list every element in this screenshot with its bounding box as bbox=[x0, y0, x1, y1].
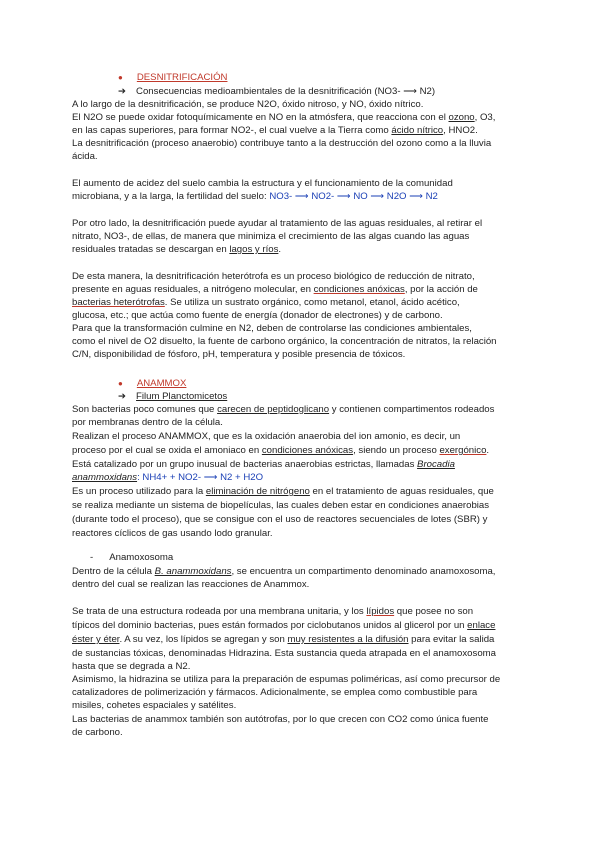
paragraph-line: bacterias heterótrofas. Se utiliza un sustrato orgánico, como metanol, etanol, ácido acético, bbox=[72, 297, 460, 308]
paragraph-line: típicos del dominio bacterias, pues están formados por ciclobutanos unidos al glicerol por un enlace bbox=[72, 620, 496, 631]
paragraph-line: Las bacterias de anammox también son autótrofas, por lo que crecen con CO2 como única fuente bbox=[72, 714, 489, 725]
paragraph-line: (durante todo el proceso), que se consigue con el uso de reactores secuenciales de lotes (SBR) y bbox=[72, 514, 488, 525]
paragraph-line: Dentro de la célula B. anammoxidans, se encuentra un compartimento denominado anamoxosoma, bbox=[72, 566, 496, 577]
paragraph-line: éster y éter. A su vez, los lípidos se agregan y son muy resistentes a la difusión para evitar la salida bbox=[72, 634, 495, 645]
paragraph-line: Está catalizado por un grupo inusual de bacterias anaerobias estrictas, llamadas Brocadia bbox=[72, 459, 455, 470]
paragraph-line: dentro del cual se realizan las reacciones de Anammox. bbox=[72, 579, 310, 590]
paragraph-line: El N2O se puede oxidar fotoquímicamente en NO en la atmósfera, que reacciona con el ozono, O3, bbox=[72, 112, 496, 123]
paragraph-line: hasta que se degrada a N2. bbox=[72, 661, 191, 672]
paragraph-line: La desnitrificación (proceso anaerobio) contribuye tanto a la destrucción del ozono como a la lluvia bbox=[72, 138, 492, 149]
paragraph-line: microbiana, y a la larga, la fertilidad del suelo: NO3- ⟶ NO2- ⟶ NO ⟶ N2O ⟶ N2 bbox=[72, 191, 438, 202]
paragraph-line: de carbono. bbox=[72, 727, 123, 738]
paragraph-line: El aumento de acidez del suelo cambia la estructura y el funcionamiento de la comunidad bbox=[72, 178, 453, 189]
paragraph-line: Para que la transformación culmine en N2, deben de controlarse las condiciones ambientales, bbox=[72, 323, 472, 334]
paragraph-line: Son bacterias poco comunes que carecen de peptidoglicano y contienen compartimentos rodeados bbox=[72, 404, 495, 415]
anammox-reaction: : NH4+ + NO2- ⟶ N2 + H2O bbox=[137, 472, 264, 483]
paragraph-line: A lo largo de la desnitrificación, se produce N2O, óxido nitroso, y NO, óxido nítrico. bbox=[72, 99, 424, 110]
paragraph-line: Se trata de una estructura rodeada por una membrana unitaria, y los lípidos que posee no son bbox=[72, 606, 474, 617]
paragraph-line: Realizan el proceso ANAMMOX, que es la oxidación anaerobia del ion amonio, es decir, un bbox=[72, 431, 461, 442]
subheading-consecuencias: ➔ Consecuencias medioambientales de la desnitrificación (NO3- ⟶ N2) bbox=[118, 86, 436, 97]
paragraph-line: nitrato, NO3-, de ellas, de manera que minimiza el crecimiento de las algas cuando las aguas bbox=[72, 231, 470, 242]
dash-bullet: - bbox=[90, 552, 94, 563]
subheading-anamoxosoma: - Anamoxosoma bbox=[90, 552, 174, 563]
paragraph-line: Por otro lado, la desnitrificación puede ayudar al tratamiento de las aguas residuales, al retirar el bbox=[72, 218, 483, 229]
paragraph-line: misiles, cohetes espaciales y satélites. bbox=[72, 700, 237, 711]
paragraph-line: como el nivel de O2 disuelto, la fuente de carbono orgánico, la concentración de nitratos, la relación bbox=[72, 336, 497, 347]
paragraph-line: proceso por el cual se oxida el amoniaco en condiciones anóxicas, siendo un proceso exergónico. bbox=[72, 445, 490, 456]
paragraph-line: reactores cíclicos de gas usando lodo granular. bbox=[72, 528, 273, 539]
paragraph-line: presente en aguas residuales, a nitrógeno molecular, en condiciones anóxicas, por la acción de bbox=[72, 284, 478, 295]
paragraph-line: de sustancias tóxicas, denominadas Hidrazina. Esta sustancia queda atrapada en el anamoxosoma bbox=[72, 648, 496, 659]
paragraph-line: glucosa, etc.; que actúa como fuente de energía (donador de electrones) y de carbono. bbox=[72, 310, 443, 321]
bullet-icon: ● bbox=[118, 379, 123, 388]
paragraph-line: Asimismo, la hidrazina se utiliza para la preparación de espumas poliméricas, así como precursor de bbox=[72, 674, 501, 685]
paragraph-line: Es un proceso utilizado para la eliminación de nitrógeno en el tratamiento de aguas residuales, que bbox=[72, 486, 494, 497]
reaction-sequence: NO3- ⟶ NO2- ⟶ NO ⟶ N2O ⟶ N2 bbox=[269, 191, 438, 202]
arrow-icon: ➔ bbox=[118, 391, 127, 402]
paragraph-line: por membranas dentro de la célula. bbox=[72, 417, 223, 428]
bullet-icon: ● bbox=[118, 73, 123, 82]
paragraph-line: se realiza mediante un sistema de biopelículas, las cuales deben estar en condiciones anaerobias bbox=[72, 500, 490, 511]
paragraph-line: anammoxidans: NH4+ + NO2- ⟶ N2 + H2O bbox=[72, 472, 264, 483]
paragraph-line: De esta manera, la desnitrificación heterótrofa es un proceso biológico de reducción de nitrato, bbox=[72, 271, 475, 282]
heading-anammox: ● ANAMMOX bbox=[118, 378, 187, 389]
arrow-icon: ➔ bbox=[118, 86, 127, 97]
heading-desnitrificacion: ● DESNITRIFICACIÓN bbox=[118, 72, 228, 83]
paragraph-line: C/N, disponibilidad de fósforo, pH, temperatura y posible presencia de tóxicos. bbox=[72, 349, 406, 360]
subheading-filum: ➔ Filum Planctomicetos bbox=[118, 391, 228, 402]
paragraph-line: catalizadores de polimerización y fármacos. Adicionalmente, se emplea como combustible para bbox=[72, 687, 478, 698]
paragraph-line: ácida. bbox=[72, 151, 98, 162]
paragraph-line: residuales tratadas se descargan en lagos y ríos. bbox=[72, 244, 282, 255]
paragraph-line: en las capas superiores, para formar NO2-, el cual vuelve a la Tierra como ácido nítrico, HNO2. bbox=[72, 125, 478, 136]
